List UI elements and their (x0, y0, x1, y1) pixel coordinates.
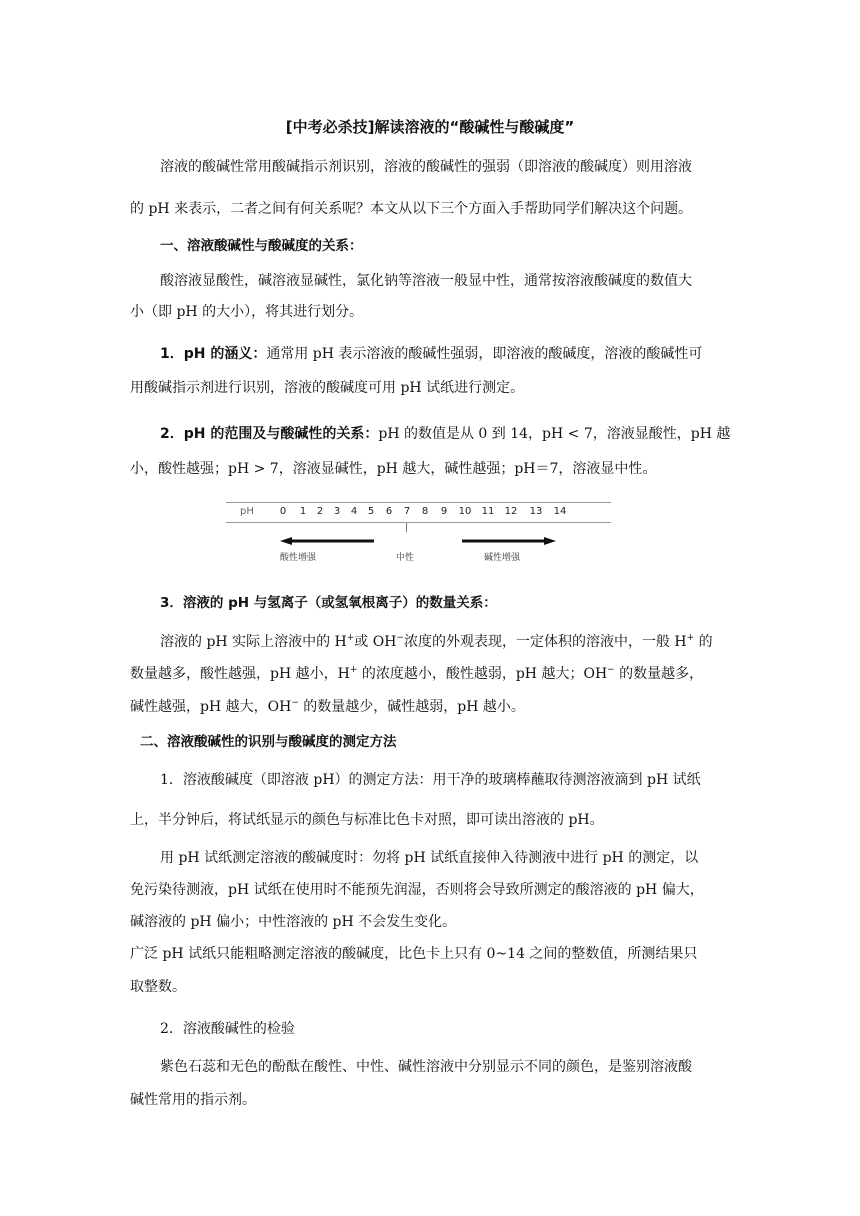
scale-number: 3 (333, 506, 341, 517)
item-3-text: 的数量越少，碱性越弱，pH 越小。 (298, 699, 525, 715)
section-2-item-2-heading: 2．溶液酸碱性的检验 (160, 1021, 295, 1037)
item-3-text: 溶液的 pH 实际上溶液中的 H (160, 634, 347, 650)
scale-number: 6 (385, 506, 393, 517)
scale-number: 9 (440, 506, 448, 517)
item-3-text: 的数量越多， (614, 666, 704, 682)
neutral-marker (406, 523, 407, 532)
superscript: + (349, 665, 358, 675)
superscript: + (686, 633, 695, 643)
section-2-item-1-line-2: 上，半分钟后，将试纸显示的颜色与标准比色卡对照，即可读出溶液的 pH。 (130, 812, 604, 828)
item-1-label: 1．pH 的涵义： (160, 346, 267, 362)
scale-ph-label: pH (240, 506, 254, 517)
superscript: + (346, 633, 355, 643)
scale-number: 13 (529, 506, 543, 517)
scale-number: 7 (403, 506, 411, 517)
item-3-heading: 3．溶液的 pH 与氢离子（或氢氧根离子）的数量关系： (160, 595, 497, 611)
section-2-item-2-line-2: 碱性常用的指示剂。 (130, 1092, 256, 1108)
arrow-left-icon (280, 537, 374, 545)
scale-number: 0 (279, 506, 287, 517)
scale-number: 12 (504, 506, 518, 517)
neutral-caption: 中性 (396, 553, 415, 563)
scale-number: 10 (458, 506, 472, 517)
item-2-line-1 (160, 424, 740, 444)
item-3-text: 碱性越强，pH 越大，OH (130, 699, 292, 715)
section-2-item-1-line-1: 1．溶液酸碱度（即溶液 pH）的测定方法：用干净的玻璃棒蘸取待测溶液滴到 pH 试纸 (160, 772, 701, 788)
scale-number: 2 (316, 506, 324, 517)
item-2-line-2: 小，酸性越强；pH > 7，溶液显碱性，pH 越大，碱性越强；pH＝7，溶液显中性。 (130, 461, 657, 477)
scale-number: 1 (299, 506, 307, 517)
item-3-text: 的浓度越小，酸性越弱，pH 越大；OH (357, 666, 608, 682)
scale-number: 4 (350, 506, 358, 517)
superscript: − (396, 633, 404, 643)
section-2-para-2-line-3: 碱溶液的 pH 偏小；中性溶液的 pH 不会发生变化。 (130, 914, 457, 930)
section-1-para-line-2: 小（即 pH 的大小），将其进行划分。 (130, 304, 364, 320)
superscript: − (607, 665, 615, 675)
scale-number: 11 (481, 506, 495, 517)
section-2-para-3-line-2: 取整数。 (130, 979, 186, 995)
section-2-item-2-line-1: 紫色石蕊和无色的酚酞在酸性、中性、碱性溶液中分别显示不同的颜色，是鉴别溶液酸 (160, 1059, 692, 1075)
scale-top-rule (226, 502, 611, 503)
section-1-para-line-1: 酸溶液显酸性，碱溶液显碱性，氯化钠等溶液一般显中性，通常按溶液酸碱度的数值大 (160, 273, 692, 289)
section-1-heading: 一、溶液酸碱性与酸碱度的关系： (160, 238, 363, 254)
intro-line-2: 的 pH 来表示，二者之间有何关系呢？本文从以下三个方面入手帮助同学们解决这个问题。 (130, 201, 693, 217)
item-3-line-2 (130, 664, 740, 684)
scale-bottom-rule (226, 522, 611, 523)
scale-number: 8 (421, 506, 429, 517)
item-3-text: 的 (694, 634, 713, 650)
item-2-text: pH 的数值是从 0 到 14，pH < 7，溶液显酸性，pH 越 (378, 426, 731, 442)
page-title: [中考必杀技]解读溶液的“酸碱性与酸碱度” (285, 118, 575, 136)
item-3-text: 数量越多，酸性越强，pH 越小，H (130, 666, 350, 682)
ph-scale-figure (226, 497, 611, 567)
scale-number: 14 (553, 506, 567, 517)
item-2-label: 2．pH 的范围及与酸碱性的关系： (160, 426, 379, 442)
arrow-right-icon (462, 537, 556, 545)
acid-caption: 酸性增强 (280, 553, 317, 563)
item-1-line-1 (160, 344, 740, 364)
scale-number: 5 (367, 506, 375, 517)
item-3-line-3 (130, 697, 740, 717)
item-1-text: 通常用 pH 表示溶液的酸碱性强弱，即溶液的酸碱度，溶液的酸碱性可 (266, 346, 703, 362)
section-2-para-2-line-2: 免污染待测液，pH 试纸在使用时不能预先润湿，否则将会导致所测定的酸溶液的 pH 偏大， (130, 882, 704, 898)
base-caption: 碱性增强 (484, 553, 521, 563)
intro-line-1: 溶液的酸碱性常用酸碱指示剂识别，溶液的酸碱性的强弱（即溶液的酸碱度）则用溶液 (160, 159, 692, 175)
section-2-para-2-line-1: 用 pH 试纸测定溶液的酸碱度时：勿将 pH 试纸直接伸入待测液中进行 pH 的测定，以 (160, 850, 699, 866)
item-3-text: 浓度的外观表现，一定体积的溶液中，一般 H (403, 634, 687, 650)
item-1-line-2: 用酸碱指示剂进行识别，溶液的酸碱度可用 pH 试纸进行测定。 (130, 380, 525, 396)
superscript: − (291, 698, 299, 708)
item-3-line-1 (160, 632, 740, 652)
section-2-para-3-line-1: 广泛 pH 试纸只能粗略测定溶液的酸碱度，比色卡上只有 0~14 之间的整数值，所测结果只 (130, 946, 698, 962)
section-2-heading: 二、溶液酸碱性的识别与酸碱度的测定方法 (140, 734, 397, 750)
item-3-text: 或 OH (354, 634, 397, 650)
